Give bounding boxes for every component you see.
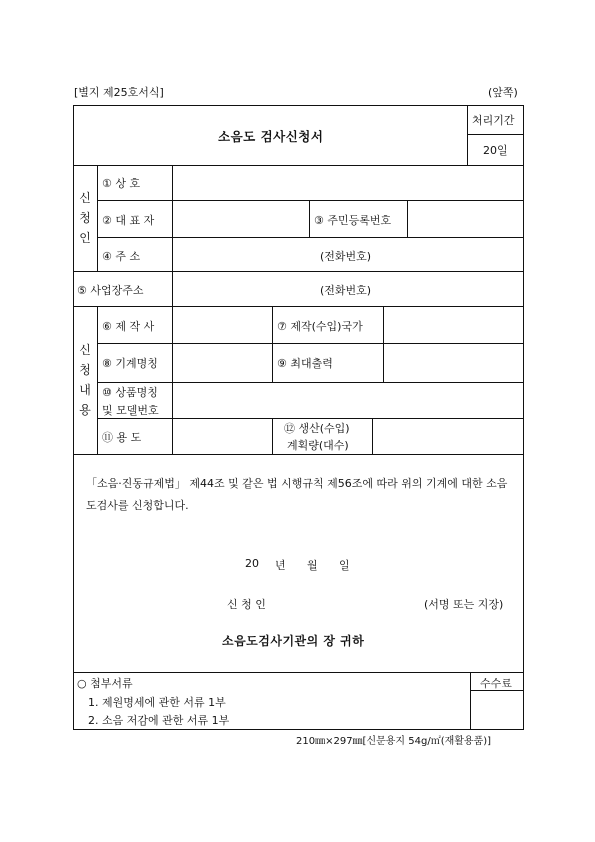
date-year-unit: 년 bbox=[275, 559, 286, 572]
rule bbox=[97, 165, 98, 271]
rule bbox=[97, 418, 523, 419]
signature-note: (서명 또는 지장) bbox=[424, 598, 504, 611]
planned-qty-label: 계획량(대수) bbox=[287, 439, 349, 452]
rule bbox=[470, 672, 471, 729]
model-number-label: 및 모델번호 bbox=[102, 404, 159, 417]
representative-label: ② 대 표 자 bbox=[102, 214, 155, 227]
resident-no-label: ③ 주민등록번호 bbox=[314, 214, 392, 227]
border-left bbox=[73, 105, 74, 729]
signer-label: 신 청 인 bbox=[227, 598, 266, 611]
usage-label: ⑪ 용 도 bbox=[102, 431, 142, 444]
date-month-unit: 월 bbox=[307, 559, 318, 572]
machine-name-label: ⑧ 기계명칭 bbox=[102, 357, 158, 370]
rule bbox=[73, 672, 524, 673]
rule bbox=[97, 306, 98, 454]
planned-label: ⑫ 생산(수입) bbox=[284, 422, 350, 435]
max-output-label: ⑨ 최대출력 bbox=[277, 357, 333, 370]
attachments-title: ○ 첨부서류 bbox=[77, 677, 133, 690]
rule bbox=[97, 237, 523, 238]
rule bbox=[407, 200, 408, 237]
rule bbox=[73, 271, 524, 272]
address-label: ④ 주 소 bbox=[102, 250, 141, 263]
rule bbox=[467, 134, 523, 135]
country-label: ⑦ 제작(수입)국가 bbox=[277, 320, 363, 333]
rule bbox=[383, 306, 384, 382]
rule bbox=[172, 306, 173, 454]
attachment-item: 2. 소음 저감에 관한 서류 1부 bbox=[88, 714, 230, 727]
business-phone: (전화번호) bbox=[320, 284, 372, 297]
page-title: 소음도 검사신청서 bbox=[218, 129, 324, 144]
rule bbox=[73, 306, 524, 307]
rule bbox=[272, 306, 273, 382]
date-year: 20 bbox=[245, 557, 259, 570]
rule bbox=[97, 200, 523, 201]
content-side-label: 신청내용 bbox=[79, 343, 91, 417]
form-id: [별지 제25호서식] bbox=[74, 86, 164, 99]
page-side: (앞쪽) bbox=[488, 86, 518, 99]
border-top bbox=[73, 105, 524, 106]
date-day-unit: 일 bbox=[339, 559, 350, 572]
rule bbox=[97, 343, 523, 344]
border-right bbox=[523, 105, 524, 729]
paper-spec: 210㎜×297㎜[신문용지 54g/㎡(재활용품)] bbox=[296, 736, 492, 747]
rule bbox=[272, 418, 273, 454]
statement: 「소음·진동규제법」 제44조 및 같은 법 시행규칙 제56조에 따라 위의 기계에 대한 소음도검사를 신청합니다. bbox=[86, 477, 508, 512]
rule bbox=[372, 418, 373, 454]
fee-label: 수수료 bbox=[480, 677, 512, 690]
applicant-side-label: 신청인 bbox=[79, 191, 91, 245]
product-name-label: ⑩ 상품명칭 bbox=[102, 386, 158, 399]
address-phone: (전화번호) bbox=[320, 250, 372, 263]
processing-label: 처리기간 bbox=[472, 114, 515, 127]
rule bbox=[73, 165, 524, 166]
maker-label: ⑥ 제 작 사 bbox=[102, 320, 155, 333]
border-bottom bbox=[73, 729, 524, 730]
rule bbox=[309, 200, 310, 237]
name-label: ① 상 호 bbox=[102, 177, 141, 190]
rule bbox=[467, 105, 468, 165]
rule bbox=[73, 454, 524, 455]
addressee: 소음도검사기관의 장 귀하 bbox=[222, 634, 365, 648]
attachment-item: 1. 제원명세에 관한 서류 1부 bbox=[88, 696, 226, 709]
rule bbox=[97, 382, 523, 383]
business-address-label: ⑤ 사업장주소 bbox=[77, 284, 144, 297]
processing-value: 20일 bbox=[483, 144, 508, 157]
rule bbox=[172, 165, 173, 306]
